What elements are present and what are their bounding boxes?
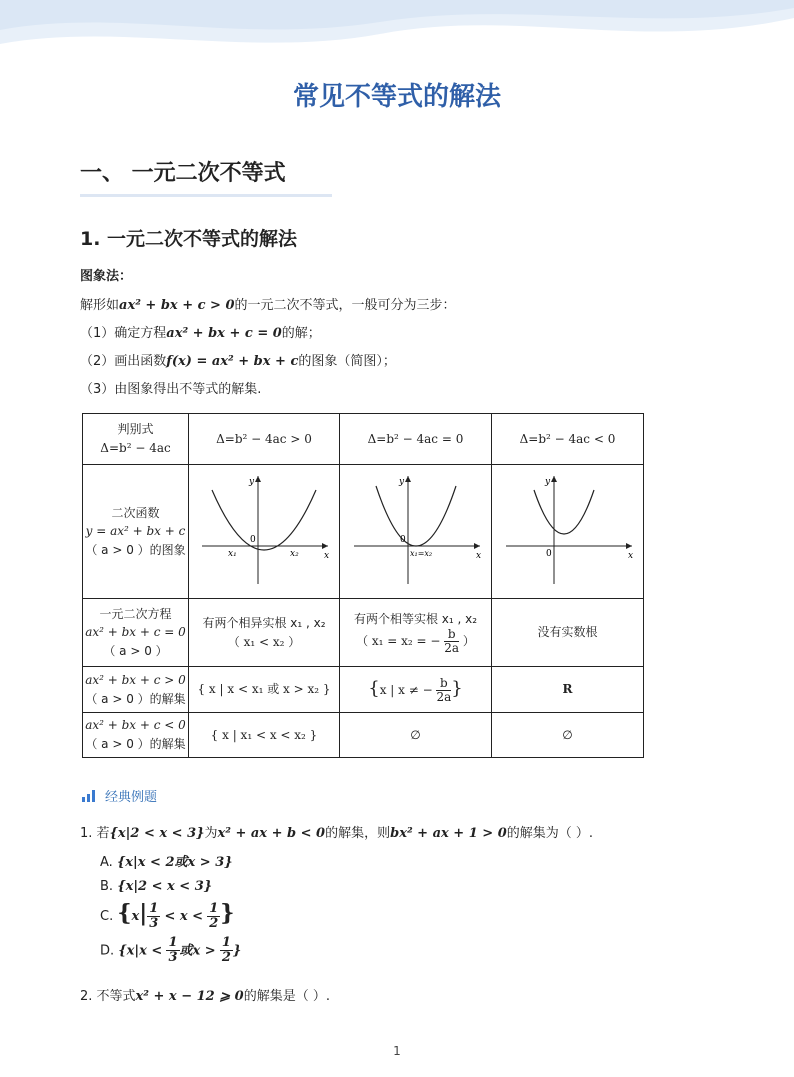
table-cell: { x | x < x₁ 或 x > x₂ } bbox=[189, 667, 340, 713]
parabola-two-roots-graph bbox=[194, 470, 334, 588]
page-number: 1 bbox=[393, 1044, 401, 1058]
svg-text:x: x bbox=[475, 550, 481, 561]
table-cell: R bbox=[492, 667, 644, 713]
option-a[interactable]: A. {x|x < 2或x > 3} bbox=[100, 855, 233, 870]
table-row bbox=[83, 667, 644, 713]
table-cell: 一元二次方程 ax² + bx + c = 0 （ a > 0 ） bbox=[83, 599, 189, 667]
svg-text:x₂: x₂ bbox=[290, 548, 299, 559]
question-1: 1. 若{x|2 < x < 3}为x² + ax + b < 0的解集，则bx² + ax + 1 > 0的解集为（ ）. bbox=[80, 826, 594, 841]
table-cell bbox=[492, 465, 644, 599]
table-cell bbox=[340, 465, 492, 599]
svg-text:x: x bbox=[627, 550, 633, 561]
question-2: 2. 不等式x² + x − 12 ⩾ 0的解集是（ ）. bbox=[80, 989, 330, 1004]
header-wave-decoration bbox=[0, 0, 794, 60]
section-heading: 一、 一元二次不等式 bbox=[80, 161, 286, 186]
table-cell: { x | x₁ < x < x₂ } bbox=[189, 713, 340, 758]
table-row bbox=[83, 465, 644, 599]
table-cell: 判别式 Δ=b² − 4ac bbox=[83, 414, 189, 465]
intro-line-2: （1）确定方程ax² + bx + c = 0的解； bbox=[80, 326, 321, 341]
quadratic-summary-table bbox=[82, 413, 644, 758]
svg-text:x₁=x₂: x₁=x₂ bbox=[409, 548, 432, 558]
table-cell: 没有实数根 bbox=[492, 599, 644, 667]
svg-text:y: y bbox=[249, 476, 255, 487]
section-underline bbox=[80, 194, 332, 197]
svg-text:0: 0 bbox=[250, 534, 256, 545]
intro-line-3: （2）画出函数f(x) = ax² + bx + c的图象（简图）； bbox=[80, 354, 396, 369]
method-label: 图象法： bbox=[80, 269, 133, 284]
bar-chart-icon bbox=[82, 790, 95, 802]
table-cell: Δ=b² − 4ac = 0 bbox=[340, 414, 492, 465]
table-cell: ax² + bx + c < 0 （ a > 0 ）的解集 bbox=[83, 713, 189, 758]
option-d[interactable]: D. {x|x < $\frac{1}{3}$ 或x > $\frac{1}{2}$ } bbox=[100, 935, 242, 966]
option-b[interactable]: B. {x|2 < x < 3} bbox=[100, 879, 213, 894]
parabola-double-root-graph bbox=[346, 470, 486, 588]
table-cell: ax² + bx + c > 0 （ a > 0 ）的解集 bbox=[83, 667, 189, 713]
parabola-no-root-graph bbox=[498, 470, 638, 588]
svg-text:0: 0 bbox=[399, 534, 406, 545]
table-row bbox=[83, 599, 644, 667]
table-cell: Δ=b² − 4ac < 0 bbox=[492, 414, 644, 465]
page-title: 常见不等式的解法 bbox=[292, 82, 501, 112]
table-cell: ∅ bbox=[492, 713, 644, 758]
table-cell: ∅ bbox=[340, 713, 492, 758]
intro-line-1: 解形如ax² + bx + c > 0的一元二次不等式，一般可分为三步： bbox=[80, 298, 456, 313]
svg-text:0: 0 bbox=[545, 548, 552, 559]
svg-text:x₁: x₁ bbox=[228, 548, 237, 559]
table-row bbox=[83, 713, 644, 758]
intro-line-4: （3）由图象得出不等式的解集. bbox=[80, 382, 262, 397]
table-cell: 二次函数 y = ax² + bx + c （ a > 0 ）的图象 bbox=[83, 465, 189, 599]
svg-text:y: y bbox=[398, 476, 404, 487]
table-row bbox=[83, 414, 644, 465]
table-cell: Δ=b² − 4ac > 0 bbox=[189, 414, 340, 465]
svg-text:y: y bbox=[544, 476, 550, 487]
table-cell: 有两个相等实根 x₁ , x₂ （ x₁ = x₂ = − $\frac{b}{2a}$ ） bbox=[340, 599, 492, 667]
subsection-heading: 1. 一元二次不等式的解法 bbox=[80, 228, 298, 250]
examples-heading: 经典例题 bbox=[82, 786, 157, 805]
table-cell: 有两个相异实根 x₁ , x₂ （ x₁ < x₂ ） bbox=[189, 599, 340, 667]
option-c[interactable]: C. {x| $\frac{1}{3}$ < x < $\frac{1}{2}$ } bbox=[100, 900, 235, 931]
table-cell: {x | x ≠ − $\frac{b}{2a}$ } bbox=[340, 667, 492, 713]
table-cell bbox=[189, 465, 340, 599]
svg-text:x: x bbox=[324, 550, 330, 561]
